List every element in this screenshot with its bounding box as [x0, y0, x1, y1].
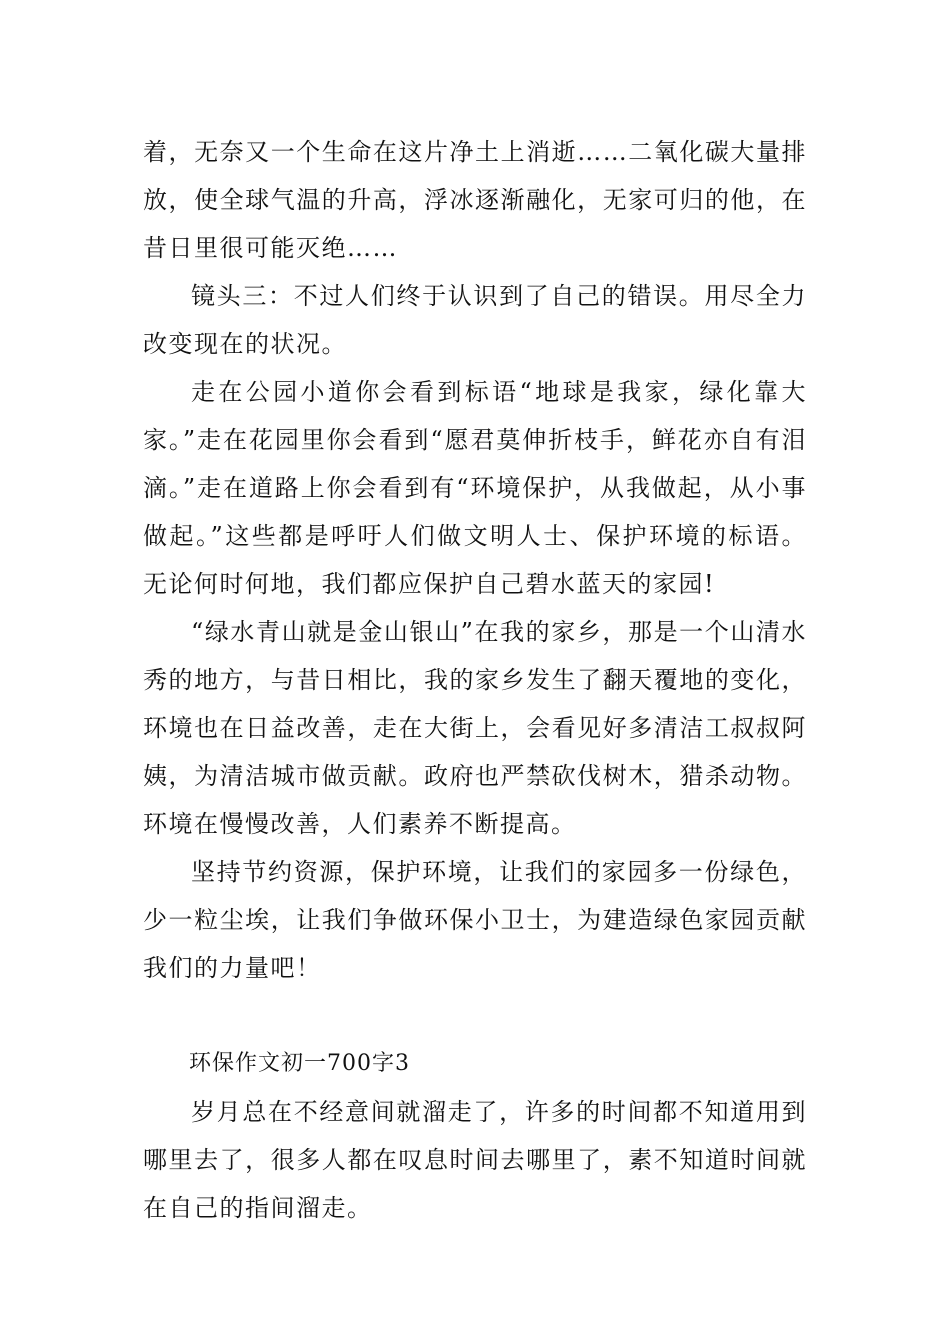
paragraph-hometown: “绿水青山就是金山银山”在我的家乡，那是一个山清水秀的地方，与昔日相比，我的家乡发生了翻天覆地的变化，环境也在日益改善，走在大街上，会看见好多清洁工叔叔阿姨，为清洁城市做贡献。政府也严禁砍伐树木，猎杀动物。环境在慢慢改善，人们素养不断提高。: [143, 618, 807, 838]
section-heading: 环保作文初一700字3: [189, 1051, 410, 1076]
section-spacer: [143, 992, 807, 1040]
paragraph-conclusion: 坚持节约资源，保护环境，让我们的家园多一份绿色，少一粒尘埃，让我们争做环保小卫士，为建造绿色家园贡献我们的力量吧！: [143, 858, 807, 982]
document-body: [143, 128, 807, 1232]
paragraph-time: 岁月总在不经意间就溜走了，许多的时间都不知道用到哪里去了，很多人都在叹息时间去哪里了，素不知道时间就在自己的指间溜走。: [143, 1098, 807, 1222]
paragraph-scene-three: 镜头三：不过人们终于认识到了自己的错误。用尽全力改变现在的状况。: [143, 282, 807, 358]
paragraph-continued: 着，无奈又一个生命在这片净土上消逝……二氧化碳大量排放，使全球气温的升高，浮冰逐渐融化，无家可归的他，在昔日里很可能灭绝……: [143, 138, 807, 262]
paragraph-slogans: 走在公园小道你会看到标语“地球是我家，绿化靠大家。”走在花园里你会看到“愿君莫伸折枝手，鲜花亦自有泪滴。”走在道路上你会看到有“环境保护，从我做起，从小事做起。”这些都是呼吁人们做文明人士、保护环境的标语。无论何时何地，我们都应保护自己碧水蓝天的家园!: [143, 378, 807, 598]
